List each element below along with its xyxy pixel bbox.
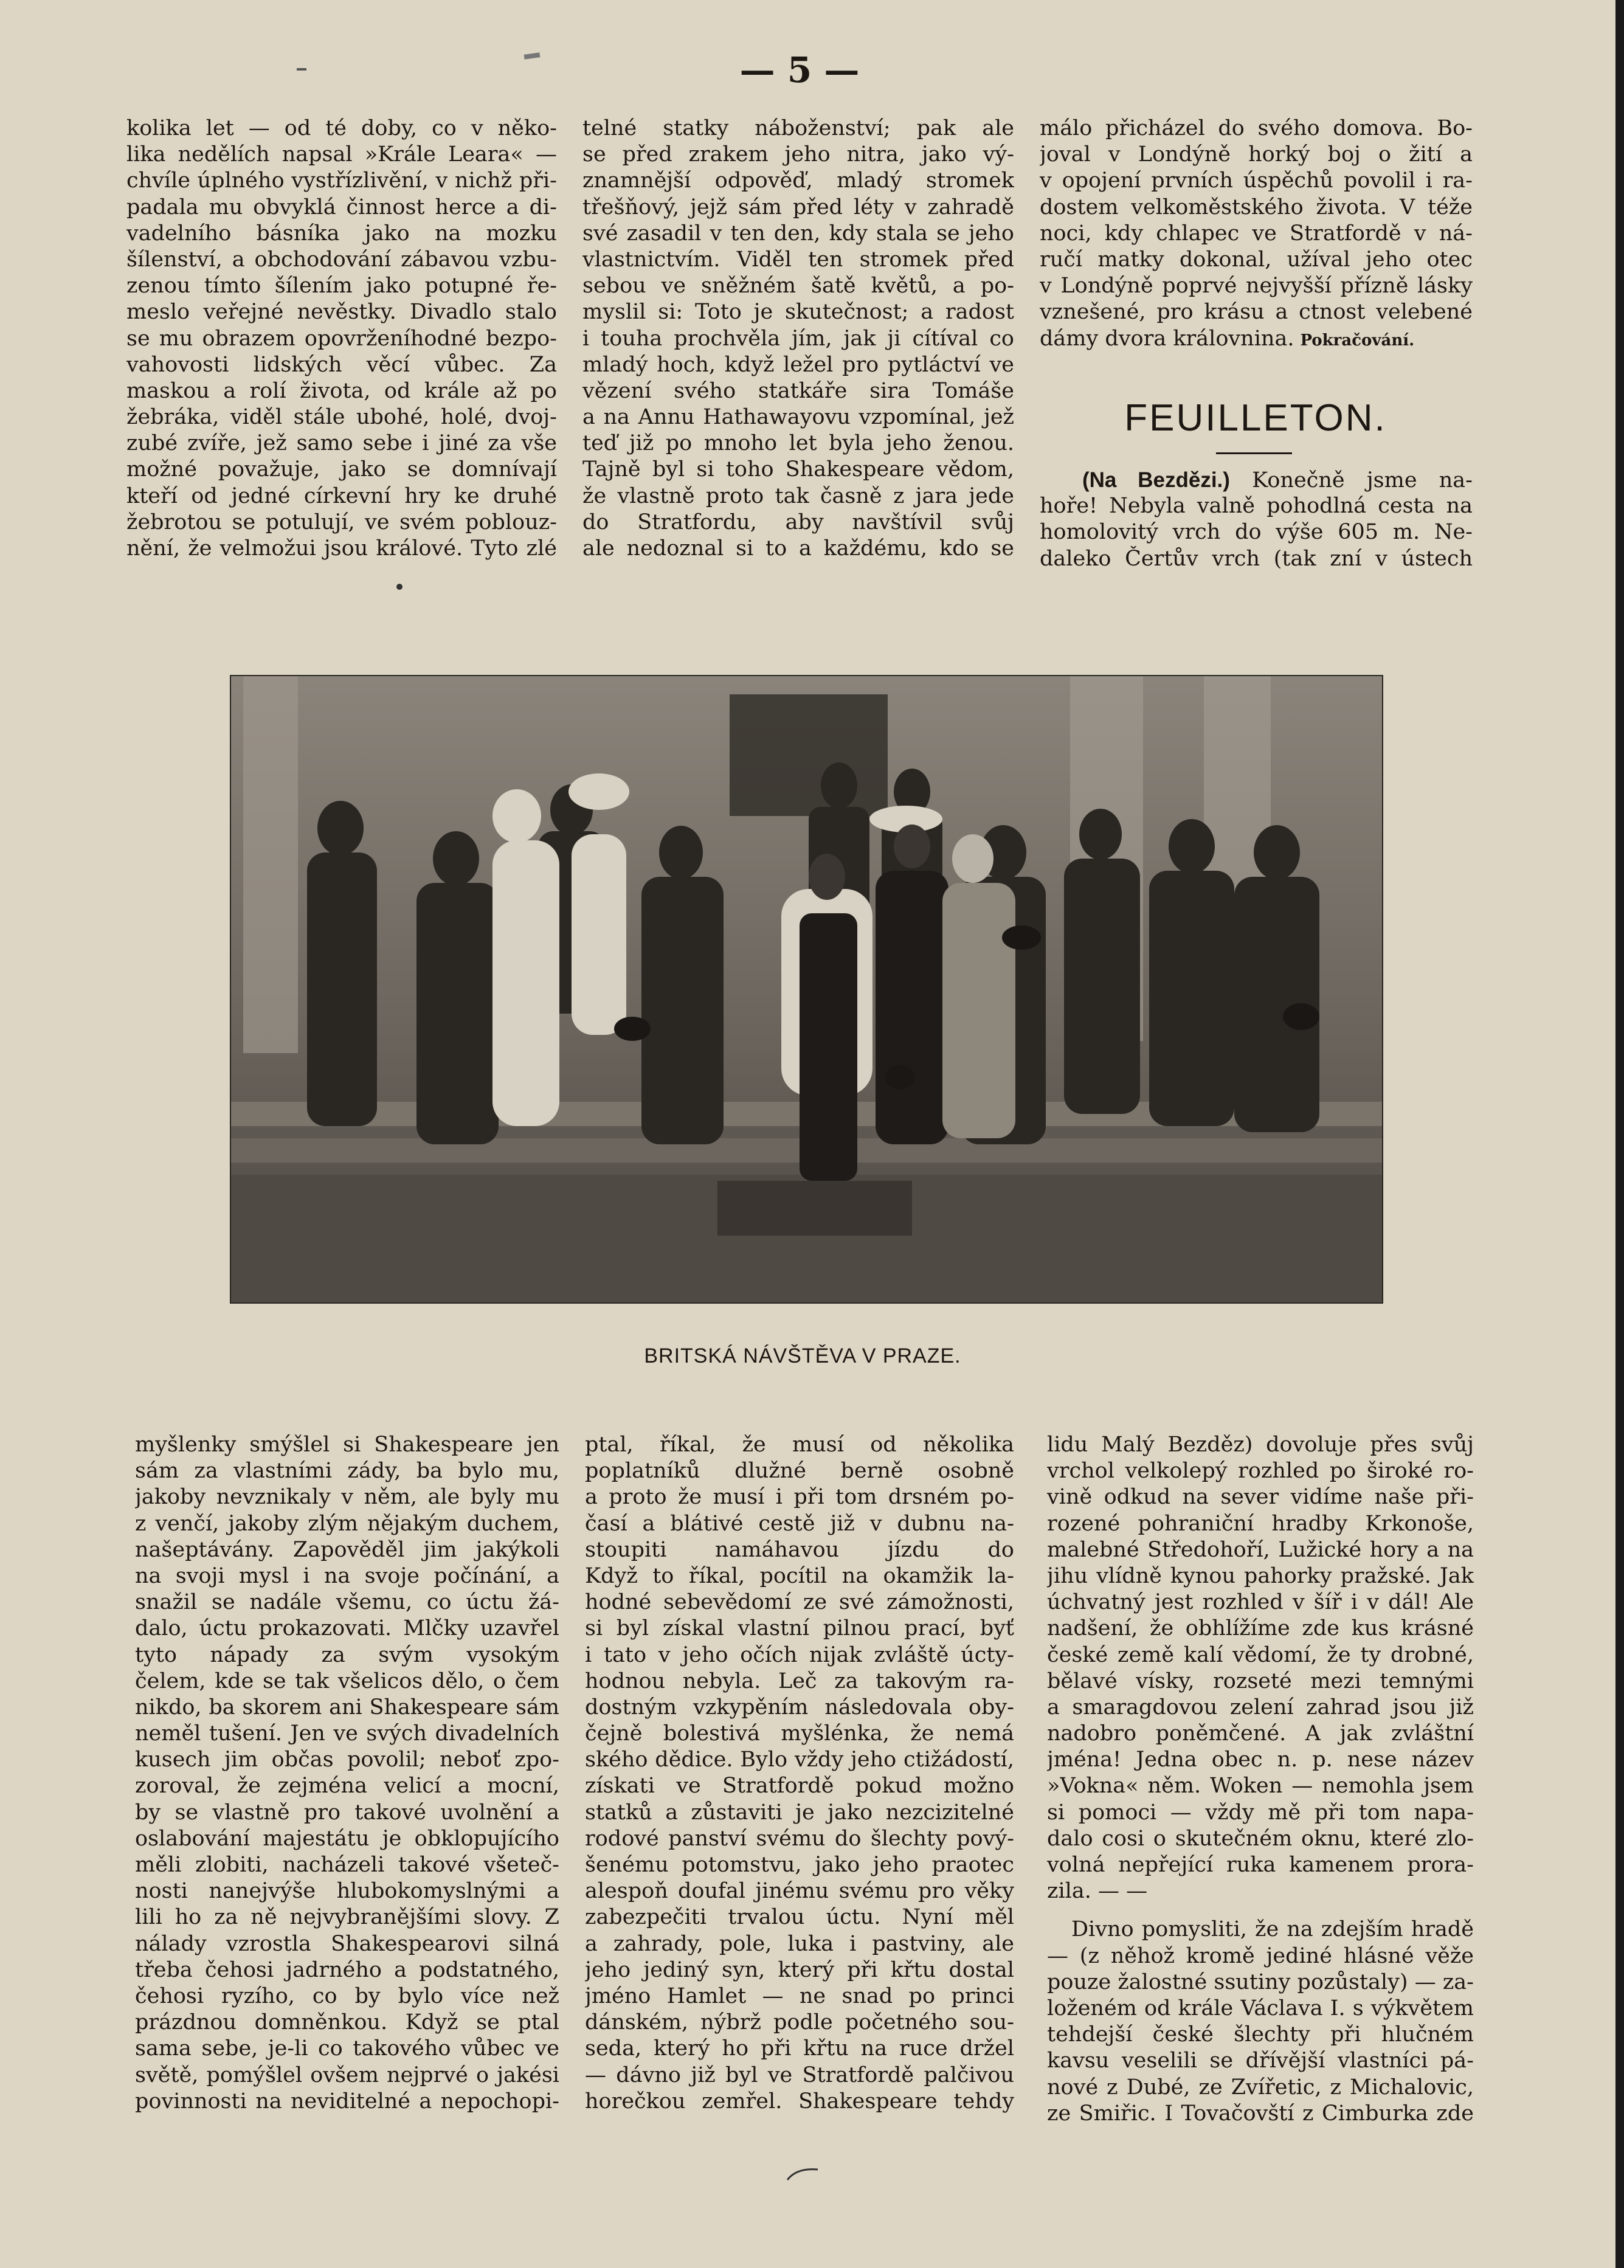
- ink-scribble: [784, 2165, 821, 2183]
- photo-caption: BRITSKÁ NÁVŠTĚVA V PRAZE.: [644, 1344, 961, 1367]
- text-line: a zahrady, pole, luka i pastviny, ale: [585, 1931, 1014, 1956]
- text-line: padala mu obvyklá činnost herce a di-: [126, 195, 557, 220]
- text-column-2: [582, 116, 1014, 562]
- text-line: časí a blátivé cestě již v dubnu na-: [585, 1511, 1014, 1536]
- text-line: pouze žalostné ssutiny pozůstaly) — za-: [1047, 1969, 1474, 1994]
- text-line: neměl tušení. Jen ve svých divadelních: [135, 1721, 559, 1746]
- text-line: kusech jim občas povolil; neboť zpo-: [135, 1748, 559, 1772]
- text-line: hodné sebevědomí ze své zámožnosti,: [585, 1590, 1014, 1615]
- page-edge: [1615, 0, 1624, 2268]
- text-line: rodové panství svému do šlechty pový-: [585, 1826, 1014, 1851]
- text-line: jméno Hamlet — ne snad po princi: [585, 1983, 1014, 2008]
- text-line: nikdo, ba skorem ani Shakespeare sám: [135, 1695, 559, 1720]
- text-line: horečkou zemřel. Shakespeare tehdy: [585, 2089, 1014, 2114]
- text-line: šenému potomstvu, jako jeho praotec: [585, 1853, 1014, 1877]
- text-line: šílenství, a obchodování zábavou vzbu-: [126, 247, 557, 272]
- text-line: nadobro poněmčené. A jak zvláštní: [1047, 1721, 1474, 1746]
- text-line: nění, že velmožui jsou králové. Tyto zlé: [126, 536, 557, 561]
- text-line: třeba čehosi jadrného a podstatného,: [135, 1957, 559, 1982]
- text-line: si pomoci — vždy mě při tom napa-: [1047, 1800, 1474, 1825]
- text-line: zila. — —: [1047, 1879, 1148, 1904]
- text-line: kavsu veselili se dřívější vlastníci pá-: [1047, 2048, 1474, 2073]
- text-line: vadelního básníka jako na mozku: [126, 221, 557, 246]
- text-line: prázdnou domněnkou. Když se ptal: [135, 2010, 559, 2035]
- text-line: homolovitý vrch do výše 605 m. Ne-: [1040, 520, 1473, 545]
- text-line: do Stratfordu, aby navštívil svůj: [582, 510, 1014, 534]
- text-line: třešňový, jejž sám před léty v zahradě: [582, 195, 1014, 220]
- text-line: čejně bolestivá myšlénka, že nemá: [585, 1721, 1014, 1746]
- text-line: lika nedělích napsal »Krále Leara« —: [126, 142, 557, 167]
- text-line: by se vlastně pro takové uvolnění a: [135, 1800, 559, 1825]
- text-line: vahovosti lidských věcí vůbec. Za: [126, 352, 557, 377]
- text-line: znamnější odpověď, mladý stromek: [582, 168, 1014, 193]
- text-line: jeho jediný syn, který při křtu dostal: [585, 1957, 1014, 1982]
- text-line: Tajně byl si toho Shakespeare vědom,: [582, 457, 1014, 482]
- text-line: lidu Malý Bezděz) dovoluje přes svůj: [1047, 1433, 1474, 1457]
- text-line: dánském, nýbrž podle početného sou-: [585, 2010, 1014, 2035]
- text-line: »Vokna« něm. Woken — nemohla jsem: [1047, 1774, 1474, 1799]
- text-line: vině odkud na sever vidíme naše při-: [1047, 1485, 1474, 1510]
- text-line: snažil se nadále všemu, co úctu žá-: [135, 1590, 559, 1615]
- text-line: vlastnictvím. Viděl ten stromek před: [582, 247, 1014, 272]
- text-line: měli zlobiti, nacházeli takové všeteč-: [135, 1853, 559, 1877]
- text-line: sám za vlastními zády, ba bylo mu,: [135, 1459, 559, 1484]
- text-line: kolika let — od té doby, co v něko-: [126, 116, 557, 140]
- text-line: myšlenky smýšlel si Shakespeare jen: [135, 1433, 559, 1457]
- text-line: tyto nápady za svým vysokým: [135, 1642, 559, 1667]
- text-line: hodnou nebyla. Leč za takovým ra-: [585, 1668, 1014, 1693]
- text-line: dalo, úctu prokazovati. Mlčky uzavřel: [135, 1616, 559, 1641]
- text-line: malebné Středohoří, Lužické hory a na: [1047, 1537, 1474, 1562]
- text-line: bělavé vísky, rozseté mezi temnými: [1047, 1668, 1474, 1693]
- text-line: — dávno již byl ve Stratfordě palčivou: [585, 2062, 1014, 2087]
- feuilleton-first-line: [1040, 467, 1473, 493]
- text-line: žebráka, viděl stále ubohé, holé, dvoj-: [126, 405, 557, 430]
- text-line: sama sebe, je-li co takového vůbec ve: [135, 2036, 559, 2061]
- text-line: statků a zůstaviti je jako nezcizitelné: [585, 1800, 1014, 1825]
- text-column-3: [1040, 116, 1473, 352]
- text-line: a smaragdovou zelení zahrad jsou již: [1047, 1695, 1474, 1720]
- print-mark: [297, 68, 306, 71]
- text-line: čelem, kde se tak všelicos dělo, o čem: [135, 1668, 559, 1693]
- text-line: alespoň doufal jinému svému pro věky: [585, 1879, 1014, 1904]
- text-line: rozené pohraniční hradby Krkonoše,: [1047, 1511, 1474, 1536]
- text-line: joval v Londýně horký boj o žití a: [1040, 142, 1473, 167]
- text-line: své zasadil v ten den, kdy stala se jeho: [582, 221, 1014, 246]
- text-line: nálady vzrostla Shakespearovi silná: [135, 1931, 559, 1956]
- text-line: v Londýně poprvé nejvyšší přízně lásky: [1040, 274, 1473, 299]
- text-line: povinnosti na neviditelné a nepochopi-: [135, 2089, 559, 2114]
- text-line: myslil si: Toto je skutečnost; a radost: [582, 300, 1014, 325]
- text-line: úchvatný jest rozhled v šíř i v dál! Ale: [1047, 1590, 1474, 1615]
- text-column-5: [585, 1432, 1014, 2115]
- text-line: daleko Čertův vrch (tak zní v ústech: [1040, 546, 1473, 571]
- text-line: dámy dvora královnina. Pokračování.: [1040, 326, 1415, 351]
- text-line: z venčí, jakoby zlým nějakým duchem,: [135, 1511, 559, 1536]
- text-line: dalo cosi o skutečném oknu, které zlo-: [1047, 1826, 1474, 1851]
- page-number: — 5 —: [739, 49, 860, 91]
- text-line: i touha prochvěla jím, jak ji cítíval co: [582, 326, 1014, 351]
- text-line: lili ho za ně nejvybranějšími slovy. Z: [135, 1905, 559, 1930]
- text-column-1: [126, 116, 557, 562]
- text-line: jména! Jedna obec n. p. nese název: [1047, 1748, 1474, 1772]
- text-column-4: [135, 1432, 559, 2115]
- text-line: loženém od krále Václava I. s výkvětem: [1047, 1996, 1474, 2021]
- text-line: čehosi ryzího, co by bylo více než: [135, 1983, 559, 2008]
- text-line: poplatníků dlužné berně osobně: [585, 1459, 1014, 1484]
- text-line: ze Smiřic. I Tovačovští z Cimburka zde: [1047, 2101, 1474, 2126]
- text-line: světě, pomýšlel ovšem nejprvé o jakési: [135, 2062, 559, 2087]
- text-line: ale nedoznal si to a každému, kdo se: [582, 536, 1014, 561]
- text-line: nosti nanejvýše hlubokomyslnými a: [135, 1879, 559, 1904]
- ink-dot: [396, 584, 403, 590]
- text-line: málo přicházel do svého domova. Bo-: [1040, 116, 1473, 140]
- text-line: nadšení, že obhlížíme zde kus krásné: [1047, 1616, 1474, 1641]
- text-line: hoře! Nebyla valně pohodlná cesta na: [1040, 494, 1473, 519]
- title-rule: [1216, 452, 1292, 454]
- text-line: vrchol velkolepý rozhled po široké ro-: [1047, 1459, 1474, 1484]
- text-line: ského dědice. Bylo vždy jeho ctižádostí,: [585, 1748, 1014, 1772]
- text-line: mladý hoch, když ležel pro pytláctví ve: [582, 352, 1014, 377]
- text-line: ručí matky dokonal, užíval jeho otec: [1040, 247, 1473, 272]
- text-line: meslo veřejné nevěstky. Divadlo stalo: [126, 300, 557, 325]
- text-line: — (z něhož kromě jediné hlásné věže: [1047, 1943, 1474, 1968]
- text-line: i tato v jeho očích nijak zvláště úcty-: [585, 1642, 1014, 1667]
- text-line: se před zrakem jeho nitra, jako vý-: [582, 142, 1014, 167]
- text-line: noci, kdy chlapec ve Stratfordě v ná-: [1040, 221, 1473, 246]
- text-line: na svoji mysl i na svoje počínání, a: [135, 1563, 559, 1588]
- text-column-6: [1047, 1432, 1474, 2127]
- continued-note: Pokračování.: [1300, 331, 1415, 350]
- text-line: jihu vlídně kynou pahorky pražské. Jak: [1047, 1563, 1474, 1588]
- text-line: české země kalí vědomí, že ty drobné,: [1047, 1642, 1474, 1667]
- text-line: volná nepřející ruka kamenem prora-: [1047, 1853, 1474, 1877]
- text-line: seda, který ho při křtu na ruce držel: [585, 2036, 1014, 2061]
- text-line: tehdejší české šlechty při hlučném: [1047, 2022, 1474, 2047]
- text-line: že vlastně proto tak časně z jara jede: [582, 483, 1014, 508]
- feuilleton-intro: [1040, 467, 1473, 572]
- text-line: kteří od jedné církevní hry ke druhé: [126, 483, 557, 508]
- text-line: Když to říkal, pocítil na okamžik la-: [585, 1563, 1014, 1588]
- text-line: dostným vzkypěním následovala oby-: [585, 1695, 1014, 1720]
- text-line: nové z Dubé, ze Zvířetic, z Michalovic,: [1047, 2075, 1474, 2100]
- text-line: zubé zvíře, jež samo sebe i jiné za vše: [126, 431, 557, 456]
- text-line: jakoby nevznikaly v něm, ale byly mu: [135, 1485, 559, 1510]
- text-line: ptal, říkal, že musí od několika: [585, 1433, 1014, 1457]
- print-mark: [524, 52, 541, 60]
- text-line: chvíle úplného vystřízlivění, v nichž při-: [126, 168, 557, 193]
- text-line: Divno pomysliti, že na zdejším hradě: [1071, 1917, 1474, 1942]
- photo-illustration: [231, 676, 1382, 1302]
- text-line: zabezpečiti trvalou úctu. Nyní měl: [585, 1905, 1014, 1930]
- text-line: našeptávány. Zapověděl jim jakýkoli: [135, 1537, 559, 1562]
- text-line: možné považuje, jako se domnívají: [126, 457, 557, 482]
- text-line: se mu obrazem opovrženíhodné bezpo-: [126, 326, 557, 351]
- feuilleton-lines: [1040, 493, 1473, 572]
- text-line: vznešené, pro krásu a ctnost velebené: [1040, 300, 1473, 325]
- text-line: teď již po mnoho let byla jeho ženou.: [582, 431, 1014, 456]
- text-line: oslabování majestátu je obklopujícího: [135, 1826, 559, 1851]
- feuilleton-lead: (Na Bezdězi.): [1082, 468, 1230, 492]
- text-line: žebrotou se potulují, ve svém poblouz-: [126, 510, 557, 534]
- text-line: získati ve Stratfordě pokud možno: [585, 1774, 1014, 1799]
- text-line: si byl získal vlastní pilnou prací, byť: [585, 1616, 1014, 1641]
- text-line: a na Annu Hathawayovu vzpomínal, jež: [582, 405, 1014, 430]
- text-line: stoupiti namáhavou jízdu do: [585, 1537, 1014, 1562]
- group-photograph: [230, 675, 1383, 1304]
- text-line: zenou tímto šílením jako potupné ře-: [126, 274, 557, 299]
- text-line: dostem velkoměstského života. V téže: [1040, 195, 1473, 220]
- feuilleton-title: FEUILLETON.: [1124, 397, 1387, 439]
- text-line: maskou a rolí života, od krále až po: [126, 378, 557, 403]
- text-line: v opojení prvních úspěchů povolil i ra-: [1040, 168, 1473, 193]
- text-line: zoroval, že zejména velicí a mocní,: [135, 1774, 559, 1799]
- text-line: telné statky náboženství; pak ale: [582, 116, 1014, 140]
- text-line: vězení svého statkáře sira Tomáše: [582, 378, 1014, 403]
- text-line: a proto že musí i při tom drsném po-: [585, 1485, 1014, 1510]
- feuilleton-first-line-rest: Konečně jsme na-: [1229, 468, 1473, 493]
- text-line: sebou ve sněžném šatě květů, a po-: [582, 274, 1014, 299]
